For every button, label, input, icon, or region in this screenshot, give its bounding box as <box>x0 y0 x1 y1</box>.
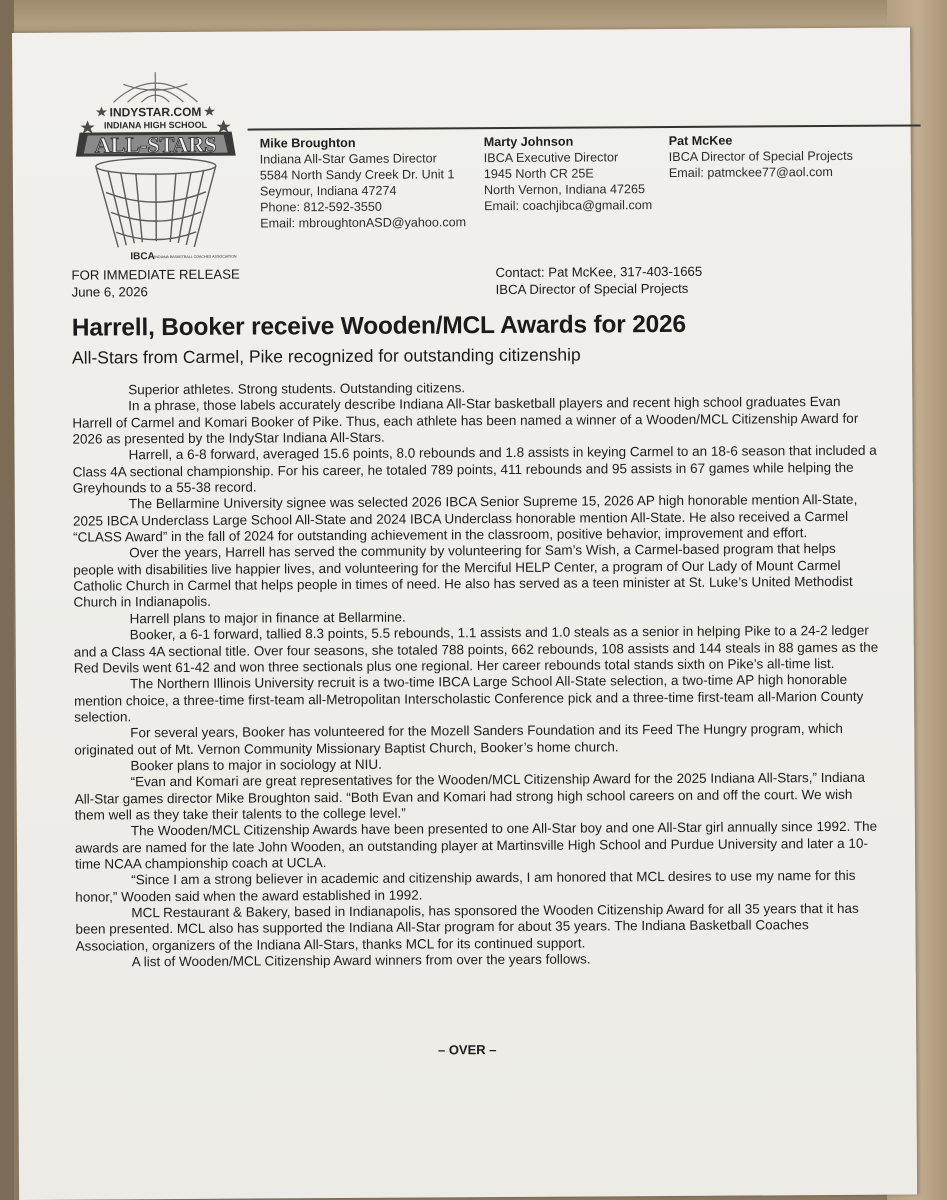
media-contact-line: Contact: Pat McKee, 317-403-1665 <box>495 263 703 281</box>
paragraph: The Bellarmine University signee was selected 2026 IBCA Senior Supreme 15, 2026 AP high honorable mention All-State, 2025 IBCA Underclass Large School All-State and 2024 IBCA Underclass honorable mention All-State. He also received a Carmel “CLASS Award” in the fall of 2024 for outstanding achievement in the classroom, positive behavior, improvement and effort. <box>72 492 858 545</box>
release-label: FOR IMMEDIATE RELEASE <box>71 266 240 283</box>
paragraph: Harrell plans to major in finance at Bellarmine. <box>129 609 406 627</box>
header-divider <box>248 124 921 130</box>
subheadline: All-Stars from Carmel, Pike recognized for outstanding citizenship <box>71 344 581 368</box>
contact-name: Marty Johnson <box>483 134 574 150</box>
paragraph: For several years, Booker has volunteered for the Mozell Sanders Foundation and its Feed The Hungry program, which originated out of Mt. Vernon Community Missionary Baptist Church, Booker’s home church. <box>74 721 843 758</box>
paragraph: “Since I am a strong believer in academic and citizenship awards, I am honored that MCL desires to use my name for this honor,” Wooden said when the award established in 1992. <box>75 868 856 905</box>
contact-mckee <box>669 132 853 181</box>
media-contact-title: IBCA Director of Special Projects <box>495 280 689 298</box>
paragraph: Booker plans to major in sociology at NIU. <box>130 756 382 774</box>
contact-line: Indiana All-Star Games Director <box>259 151 437 167</box>
press-release-page <box>12 28 917 1200</box>
logo-org-text: INDIANA HIGH SCHOOL <box>103 119 208 131</box>
contact-line: Email: patmckee77@aol.com <box>668 165 833 181</box>
contact-name: Pat McKee <box>668 133 733 148</box>
logo-brand-text: ALL-STARS <box>94 131 217 158</box>
paragraph: Over the years, Harrell has served the community by volunteering for Sam’s Wish, a Carmel-based program that helps people with disabilities live happier lives, and volunteering for the Merciful HELP Center, a program of Our Lady of Mount Carmel Catholic Church in Carmel that helps people in times of need. He also has served as a teen minister at St. Luke’s United Methodist Church in Indianapolis. <box>73 541 853 611</box>
wood-background-left <box>0 0 14 1200</box>
paragraph: “Evan and Komari are great representatives for the Wooden/MCL Citizenship Award for the 2025 Indiana All-Stars,” Indiana All-Star games director Mike Broughton said. “Both Evan and Komari had strong high school careers on and off the court. We wish them well as they take their talents to the college level.” <box>74 770 866 823</box>
paragraph: Harrell, a 6-8 forward, averaged 15.6 points, 8.0 rebounds and 1.8 assists in keying Carmel to an 18-6 season that included a Class 4A sectional championship. For his career, he totaled 789 points, 411 rebounds and 95 assists in 67 games while helping the Greyhounds to a 55-38 record. <box>72 443 877 496</box>
paragraph: Booker, a 6-1 forward, tallied 8.3 points, 5.5 rebounds, 1.1 assists and 1.0 steals as a senior in helping Pike to a 24-2 ledger and a Class 4A sectional title. Over four seasons, she totaled 788 points, 662 rebounds, 108 assists and 144 steals in 88 games as the Red Devils went 61-42 and won three sectionals plus one regional. Her career rebounds total stands sixth on Pike’s all-time list. <box>73 622 879 676</box>
all-stars-logo <box>65 62 246 268</box>
contact-line: Seymour, Indiana 47274 <box>259 183 397 199</box>
logo-assoc-abbr: IBCA <box>130 251 155 263</box>
contact-line: North Vernon, Indiana 47265 <box>483 182 646 198</box>
logo-site-text: INDYSTAR.COM <box>109 104 202 120</box>
page-footer-over: – OVER – <box>437 1042 497 1058</box>
contact-line: IBCA Executive Director <box>483 150 619 166</box>
contact-line: Email: mbroughtonASD@yahoo.com <box>260 215 467 231</box>
media-contact <box>495 263 702 298</box>
article-body <box>72 378 882 971</box>
contact-line: IBCA Director of Special Projects <box>668 148 853 165</box>
contact-johnson <box>484 133 653 214</box>
paragraph: In a phrase, those labels accurately describe Indiana All-Star basketball players and recent high school graduates Evan Harrell of Carmel and Komari Booker of Pike. Thus, each athlete has been named a winner of a Wooden/MCL Citizenship Award for 2026 as presented by the IndyStar Indiana All-Stars. <box>72 394 859 447</box>
release-info <box>71 266 240 301</box>
paragraph: The Northern Illinois University recruit is a two-time IBCA Large School All-State selection, a two-time AP high honorable mention choice, a three-time first-team all-Metropolitan Interscholastic Conference pick and a three-time first-team all-Marion County selection. <box>74 672 864 725</box>
contact-line: Email: coachjibca@gmail.com <box>484 198 653 214</box>
contact-broughton <box>260 134 467 232</box>
paragraph: MCL Restaurant & Bakery, based in Indianapolis, has sponsored the Wooden Citizenship Award for all 35 years that it has been presented. MCL also has supported the Indiana All-Star program for about 35 years. The Indiana Basketball Coaches Association, organizers of the Indiana All-Stars, thanks MCL for its continued support. <box>75 900 859 954</box>
release-date: June 6, 2026 <box>71 284 148 300</box>
logo-assoc-full: INDIANA BASKETBALL COACHES ASSOCIATION <box>154 254 237 260</box>
paragraph: A list of Wooden/MCL Citizenship Award winners from over the years follows. <box>131 951 591 970</box>
headline: Harrell, Booker receive Wooden/MCL Awards for 2026 <box>71 310 686 342</box>
contact-line: Phone: 812-592-3550 <box>260 200 382 215</box>
contact-name: Mike Broughton <box>259 135 356 151</box>
paragraph: Superior athletes. Strong students. Outstanding citizens. <box>128 380 466 398</box>
contact-line: 1945 North CR 25E <box>483 166 594 182</box>
paragraph: The Wooden/MCL Citizenship Awards have been presented to one All-Star boy and one All-Star girl annually since 1992. The awards are named for the late John Wooden, an outstanding player at Martinsville High School and Purdue University and later a 10-time NCAA championship coach at UCLA. <box>74 819 878 872</box>
contact-line: 5584 North Sandy Creek Dr. Unit 1 <box>259 167 455 183</box>
